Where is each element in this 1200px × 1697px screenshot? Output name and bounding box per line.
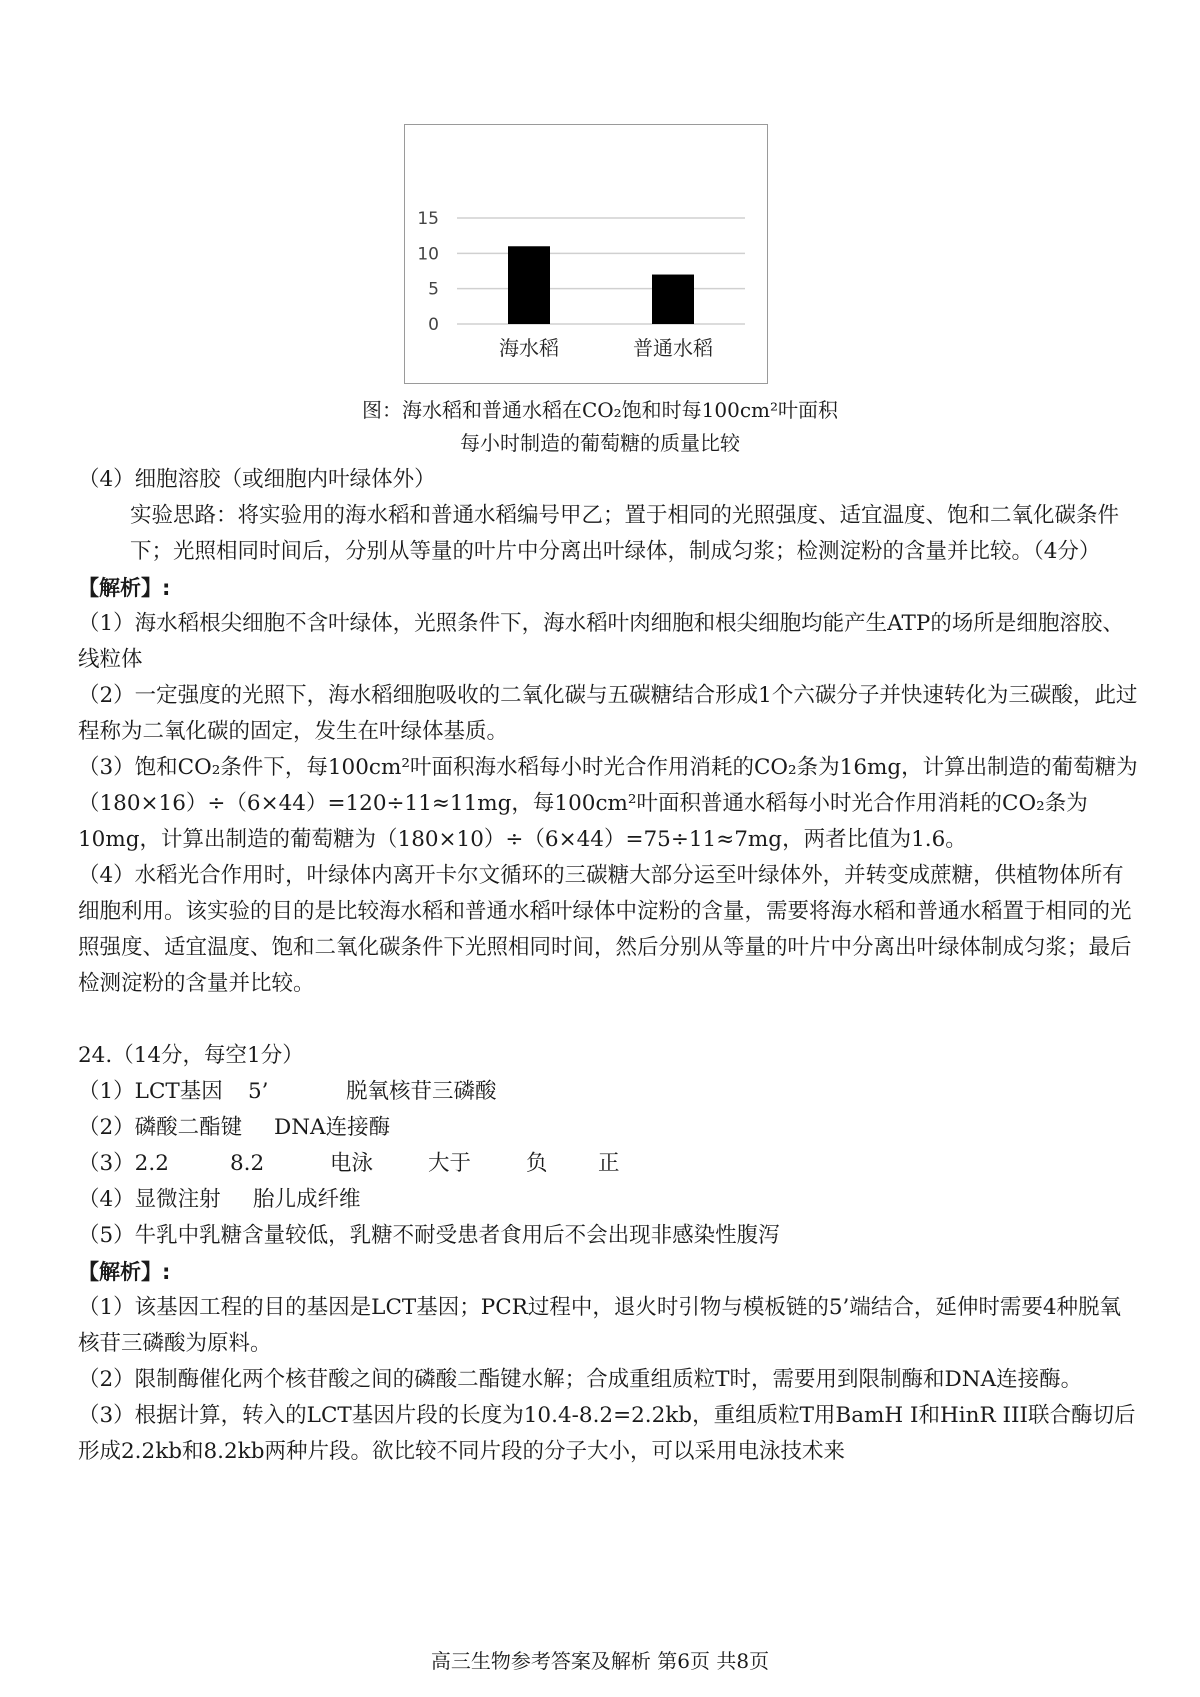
q24-a3-blank3: 电泳 <box>330 1151 374 1176</box>
q24-a1-blank2: 5’ <box>248 1079 269 1104</box>
q24-a2-blank2: DNA连接酶 <box>274 1115 391 1140</box>
y-tick-label: 15 <box>417 209 439 229</box>
q24-answer-2 <box>78 1110 1140 1146</box>
q24-answer-3 <box>78 1146 1140 1182</box>
x-category-label: 普通水稻 <box>633 336 713 360</box>
analysis-heading-2: 【解析】: <box>78 1260 171 1284</box>
q24-a3-blank5: 负 <box>526 1151 548 1176</box>
q24-a4-blank2: 胎儿成纤维 <box>253 1187 361 1212</box>
chart-canvas <box>405 125 769 385</box>
y-tick-label: 0 <box>428 315 439 335</box>
q24-a3-blank2: 8.2 <box>230 1151 265 1176</box>
figure-caption-line2: 每小时制造的葡萄糖的质量比较 <box>460 431 740 455</box>
q24-a4-blank1: （4）显微注射 <box>78 1187 221 1212</box>
analysis2-p1: （1）该基因工程的目的基因是LCT基因；PCR过程中，退火时引物与模板链的5’端结合，延伸时需要4种脱氧核苷三磷酸为原料。 <box>78 1295 1122 1356</box>
answer-content <box>78 462 1140 1470</box>
bar <box>652 275 694 324</box>
figure-caption-line1: 图：海水稻和普通水稻在CO₂饱和时每100cm²叶面积 <box>361 398 839 422</box>
y-tick-label: 5 <box>428 279 439 300</box>
analysis1-p3: （3）饱和CO₂条件下，每100cm²叶面积海水稻每小时光合作用消耗的CO₂条为16mg，计算出制造的葡萄糖为（180×16）÷（6×44）=120÷11≈11mg，每100cm²叶面积普通水稻每小时光合作用消耗的CO₂条为10mg，计算出制造的葡萄糖为（180×10）÷（6×44）=75÷11≈7mg，两者比值为1.6。 <box>78 755 1138 852</box>
analysis2-p3: （3）根据计算，转入的LCT基因片段的长度为10.4-8.2=2.2kb，重组质粒T用BamH I和HinR III联合酶切后形成2.2kb和8.2kb两种片段。欲比较不同片段的分子大小，可以采用电泳技术来 <box>78 1403 1136 1464</box>
glucose-bar-chart <box>404 124 768 384</box>
x-category-label: 海水稻 <box>499 336 559 360</box>
analysis1-p2: （2）一定强度的光照下，海水稻细胞吸收的二氧化碳与五碳糖结合形成1个六碳分子并快速转化为三碳酸，此过程称为二氧化碳的固定，发生在叶绿体基质。 <box>78 683 1138 744</box>
analysis2-p2: （2）限制酶催化两个核苷酸之间的磷酸二酯键水解；合成重组质粒T时，需要用到限制酶和DNA连接酶。 <box>78 1367 1083 1392</box>
q24-a2-blank1: （2）磷酸二酯键 <box>78 1115 243 1140</box>
bar <box>508 246 550 324</box>
q24-a3-blank1: （3）2.2 <box>78 1151 169 1176</box>
q24-a3-blank4: 大于 <box>428 1151 472 1176</box>
q23-part4-idea: 实验思路：将实验用的海水稻和普通水稻编号甲乙；置于相同的光照强度、适宜温度、饱和二氧化碳条件下；光照相同时间后，分别从等量的叶片中分离出叶绿体，制成匀浆；检测淀粉的含量并比较。（4分） <box>130 503 1120 564</box>
q24-a1-blank3: 脱氧核苷三磷酸 <box>346 1079 497 1104</box>
analysis1-p1: （1）海水稻根尖细胞不含叶绿体，光照条件下，海水稻叶肉细胞和根尖细胞均能产生ATP的场所是细胞溶胶、线粒体 <box>78 611 1124 672</box>
q24-title: 24.（14分，每空1分） <box>78 1043 304 1068</box>
analysis1-p4: （4）水稻光合作用时，叶绿体内离开卡尔文循环的三碳糖大部分运至叶绿体外，并转变成蔗糖，供植物体所有细胞利用。该实验的目的是比较海水稻和普通水稻叶绿体中淀粉的含量，需要将海水稻和普通水稻置于相同的光照强度、适宜温度、饱和二氧化碳条件下光照相同时间，然后分别从等量的叶片中分离出叶绿体制成匀浆；最后检测淀粉的含量并比较。 <box>78 863 1132 996</box>
q24-a3-blank6: 正 <box>598 1151 620 1176</box>
q24-answer-1 <box>78 1074 1140 1110</box>
page-footer: 高三生物参考答案及解析 第6页 共8页 <box>430 1649 770 1673</box>
y-tick-label: 10 <box>417 244 439 265</box>
q24-a1-blank1: （1）LCT基因 <box>78 1079 223 1104</box>
q24-answer-4 <box>78 1182 1140 1218</box>
analysis-heading-1: 【解析】: <box>78 576 171 600</box>
q24-answer-5: （5）牛乳中乳糖含量较低，乳糖不耐受患者食用后不会出现非感染性腹泻 <box>78 1223 780 1248</box>
q23-part4-answer: （4）细胞溶胶（或细胞内叶绿体外） <box>78 467 436 492</box>
